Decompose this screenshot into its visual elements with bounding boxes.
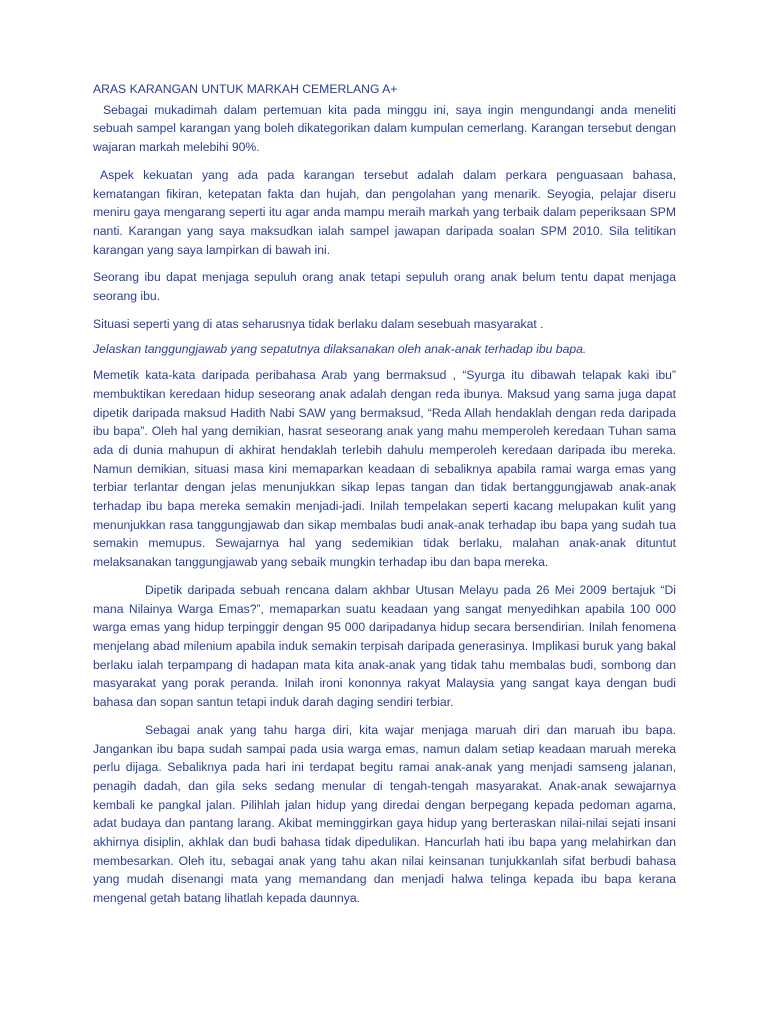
paragraph-proverb: Seorang ibu dapat menjaga sepuluh orang anak tetapi sepuluh orang anak belum tentu dapat menjaga seorang ibu.	[93, 270, 676, 304]
paragraph-essay-body-1: Dipetik daripada sebuah rencana dalam akhbar Utusan Melayu pada 26 Mei 2009 bertajuk “Di mana Nilainya Warga Emas?”, memaparkan suatu keadaan yang sangat menyedihkan apabila 100 000 warga emas yang hidup terpinggir dengan 95 000 daripadanya hidup secara bersendirian. Inilah fenomena menjelang abad milenium apabila induk semakin terpisah daripada generasinya. Implikasi buruk yang bakal berlaku ialah terpampang di hadapan mata kita anak-anak yang tidak tahu membalas budi, sombong dan masyarakat yang porak peranda. Inilah ironi kononnya rakyat Malaysia yang sangat kaya dengan budi bahasa dan sopan santun tetapi induk darah daging sendiri terbiar.	[93, 582, 676, 710]
paragraph-essay-body-2: Sebagai anak yang tahu harga diri, kita wajar menjaga maruah diri dan maruah ibu bapa. Jangankan ibu bapa sudah sampai pada usia warga emas, namun dalam setiap keadaan maruah mereka perlu dijaga. Sebaliknya pada hari ini terdapat begitu ramai anak-anak yang menjadi samseng jalanan, penagih dadah, dan gila seks sedang menular di tengah-tengah masyarakat. Anak-anak sewajarnya kembali ke pangkal jalan. Pilihlah jalan hidup yang diredai dengan berpegang kepada pedoman agama, adat budaya dan pantang larang. Akibat meminggirkan gaya hidup yang berteraskan nilai-nilai sejati insani akhirnya disiplin, akhlak dan budi bahasa tidak dipedulikan. Hancurlah hati ibu bapa yang melahirkan dan membesarkan. Oleh itu, sebagai anak yang tahu akan nilai keinsanan tunjukkanlah sifat berbudi bahasa yang mudah disenangi mata yang memandang dan menjadi halwa telinga kepada ibu bapa kerana mengenal getah batang lihatlah kepada daunnya.	[93, 722, 676, 906]
paragraph-introduction: Sebagai mukadimah dalam pertemuan kita pada minggu ini, saya ingin mengundangi anda meneliti sebuah sampel karangan yang boleh dikategorikan dalam kumpulan cemerlang. Karangan tersebut dengan wajaran markah melebihi 90%.	[93, 102, 676, 155]
document-title: ARAS KARANGAN UNTUK MARKAH CEMERLANG A+	[93, 82, 398, 96]
paragraph-essay-intro: Memetik kata-kata daripada peribahasa Arab yang bermaksud , “Syurga itu dibawah telapak kaki ibu” membuktikan keredaan hidup seseorang anak adalah dengan reda ibunya. Maksud yang sama juga dapat dipetik daripada maksud Hadith Nabi SAW yang bermaksud, “Reda Allah hendaklah dengan reda daripada ibu bapa”. Oleh hal yang demikian, hasrat seseorang anak yang mahu memperoleh keredaan Tuhan sama ada di dunia mahupun di akhirat hendaklah terlebih dahulu memperoleh keredaan daripada ibu mereka. Namun demikian, situasi masa kini memaparkan keadaan di sebaliknya apabila ramai warga emas yang terbiar terlantar dengan jelas menunjukkan sikap lepas tangan dan tidak bertanggungjawab anak-anak terhadap ibu bapa mereka semakin menjadi-jadi. Inilah tempelakan seperti kacang melupakan kulit yang menunjukkan rasa tanggungjawab dan sikap membalas budi anak-anak terhadap ibu bapa yang sudah tua semakin memupus. Sewajarnya hal yang sedemikian tidak berlaku, malahan anak-anak dituntut melaksanakan tanggungjawab yang sebaik mungkin terhadap ibu dan bapa mereka.	[93, 368, 676, 570]
essay-question: Jelaskan tanggungjawab yang sepatutnya dilaksanakan oleh anak-anak terhadap ibu bapa.	[93, 342, 587, 357]
paragraph-situation: Situasi seperti yang di atas seharusnya tidak berlaku dalam sesebuah masyarakat .	[93, 316, 544, 331]
paragraph-strengths: Aspek kekuatan yang ada pada karangan tersebut adalah dalam perkara penguasaan bahasa, kematangan fikiran, ketepatan fakta dan hujah, dan pengolahan yang menarik. Seyogia, pelajar diseru meniru gaya mengarang seperti itu agar anda mampu meraih markah yang terbaik dalam peperiksaan SPM nanti. Karangan yang saya maksudkan ialah sampel jawapan daripada soalan SPM 2010. Sila telitikan karangan yang saya lampirkan di bawah ini.	[93, 167, 676, 257]
document-page	[93, 80, 676, 917]
